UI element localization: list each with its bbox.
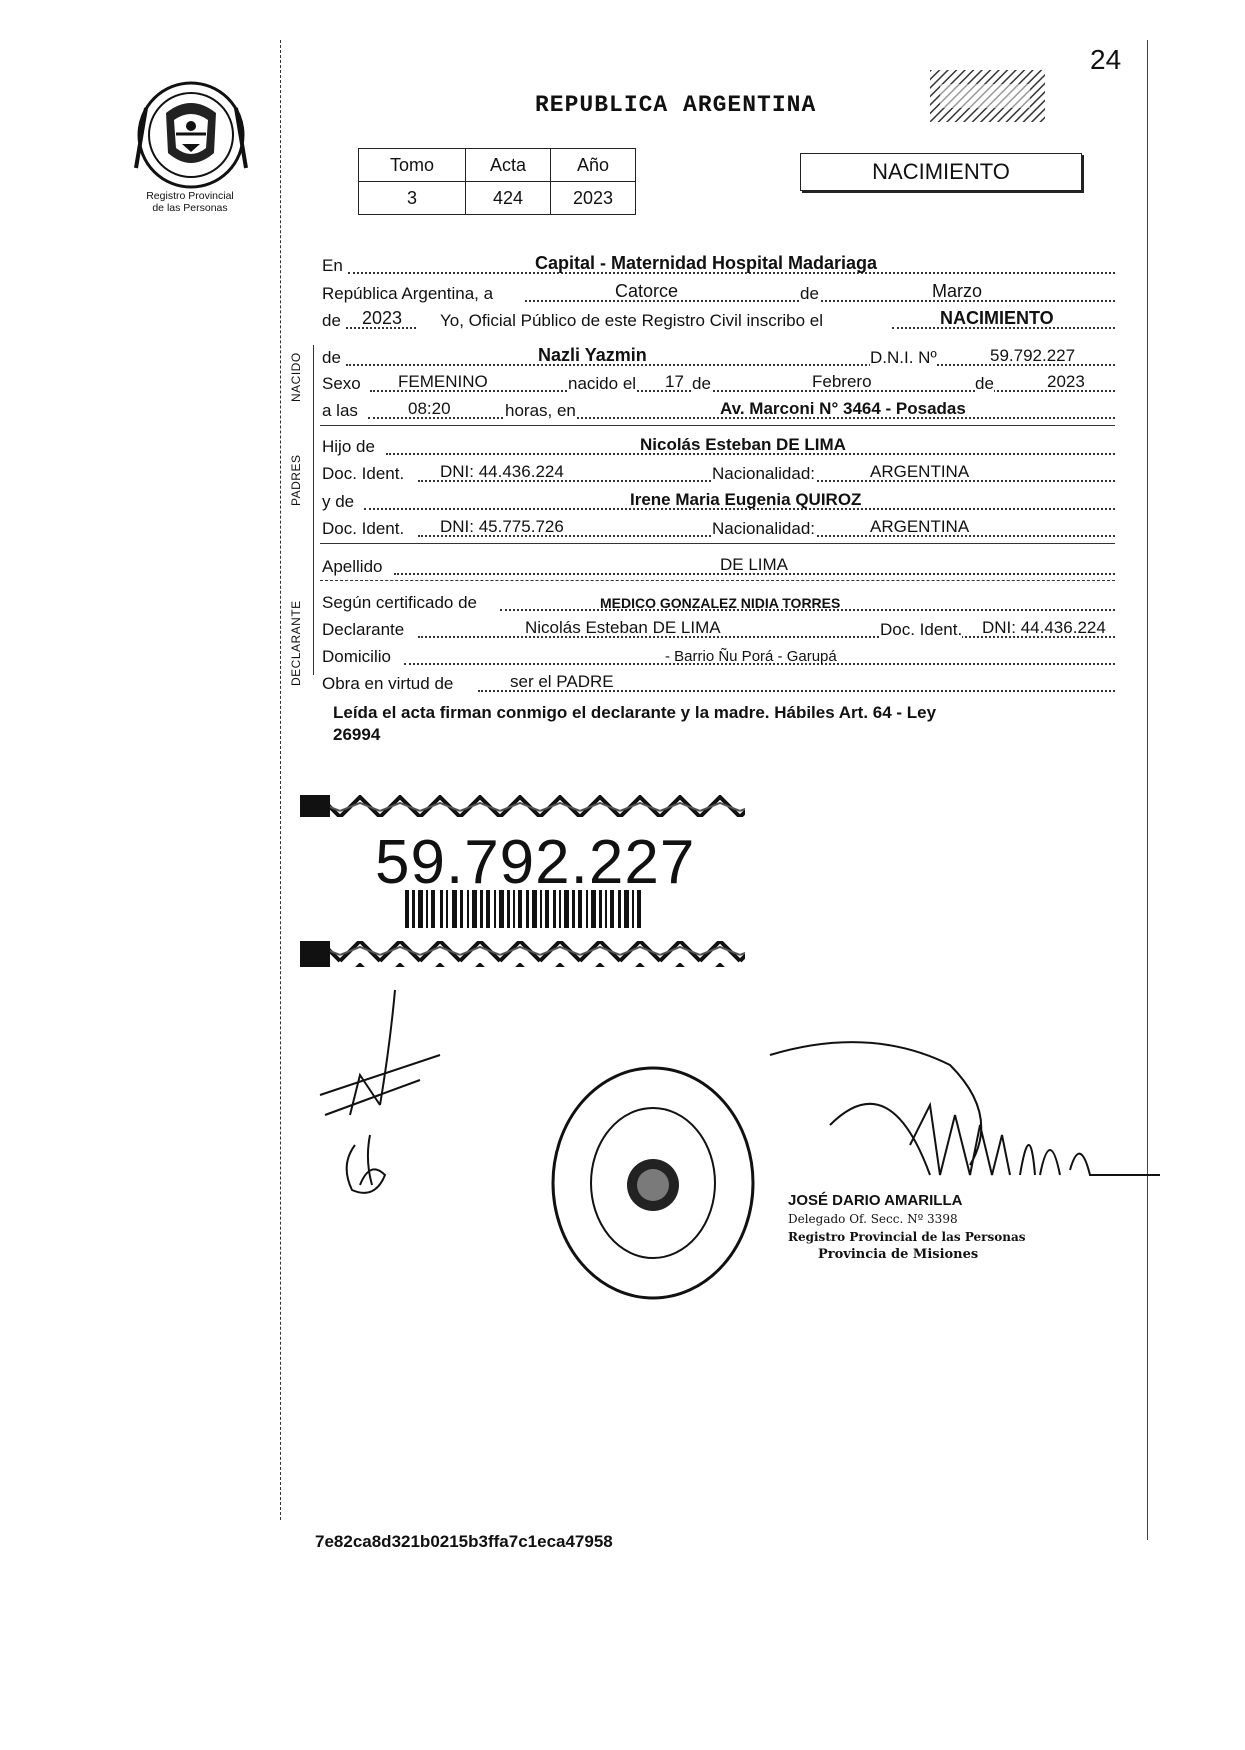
row-certificate [320, 589, 1115, 615]
label-horas-en: horas, en [505, 401, 576, 420]
label-domicilio: Domicilio [322, 647, 391, 666]
mother-nationality-value: ARGENTINA [870, 517, 970, 536]
row-father [320, 433, 1115, 459]
acta-value-acta: 424 [466, 182, 551, 215]
label-y-de: y de [322, 492, 355, 511]
section-separator [320, 425, 1115, 426]
label-apellido: Apellido [322, 557, 383, 576]
label-nacido-el: nacido el [568, 374, 637, 393]
label-de: de [322, 348, 341, 367]
day-words-value: Catorce [615, 281, 679, 301]
signer-block [788, 1192, 1026, 1264]
year-value: 2023 [362, 308, 403, 328]
father-doc-value: DNI: 44.436.224 [440, 462, 564, 481]
provincia-de-misiones-shield-icon [126, 78, 256, 193]
acta-table [358, 148, 636, 215]
handwritten-signature-declarante [300, 985, 460, 1205]
label-dni: D.N.I. Nº [870, 348, 937, 367]
birth-time-value: 08:20 [408, 399, 451, 418]
birth-year-value: 2023 [1047, 372, 1085, 391]
side-label-padres: PADRES [289, 454, 303, 506]
logo-caption-line2: de las Personas [152, 202, 228, 214]
section-separator [320, 543, 1115, 544]
father-nationality-value: ARGENTINA [870, 462, 970, 481]
signer-role: Delegado Of. Secc. Nº 3398 [788, 1212, 958, 1226]
dni-large-number: 59.792.227 [375, 828, 696, 897]
row-child-name [320, 344, 1115, 370]
label-republica: República Argentina, a [322, 284, 494, 303]
month-value: Marzo [932, 281, 983, 301]
label-de: de [322, 311, 341, 330]
dotted-line [525, 300, 1115, 302]
acta-value-tomo: 3 [359, 182, 466, 215]
label-sexo: Sexo [322, 374, 361, 393]
label-doc-ident: Doc. Ident. [322, 464, 405, 483]
birth-month-value: Febrero [812, 372, 872, 391]
label-nacionalidad: Nacionalidad: [712, 519, 816, 538]
logo-caption-line1: Registro Provincial [146, 190, 234, 202]
side-label-nacido: NACIDO [289, 352, 303, 402]
label-nacionalidad: Nacionalidad: [712, 464, 816, 483]
surname-value: DE LIMA [720, 555, 789, 574]
document-type-box: NACIMIENTO [800, 153, 1082, 191]
acta-table-value-row [359, 182, 636, 215]
official-seal [548, 1063, 758, 1303]
serial-stamp [930, 70, 1045, 122]
row-sex-birth [320, 370, 1115, 396]
place-value: Capital - Maternidad Hospital Madariaga [535, 253, 878, 273]
label-en: En [322, 256, 343, 275]
acta-header-acta: Acta [466, 149, 551, 182]
certificate-value: MEDICO GONZALEZ NIDIA TORRES [600, 595, 841, 611]
label-obra: Obra en virtud de [322, 674, 454, 693]
row-place [320, 252, 1115, 278]
label-oficial: Yo, Oficial Público de este Registro Civil inscribo el [440, 311, 823, 330]
row-surname [320, 553, 1115, 579]
row-obra [320, 670, 1115, 696]
row-date [320, 280, 1115, 306]
sex-value: FEMENINO [398, 372, 488, 391]
label-hijo-de: Hijo de [322, 437, 375, 456]
row-time-place [320, 397, 1115, 423]
closing-line-2: 26994 [333, 725, 381, 744]
event-value: NACIMIENTO [940, 308, 1054, 328]
father-name-value: Nicolás Esteban DE LIMA [640, 435, 846, 454]
obra-value: ser el PADRE [510, 672, 614, 691]
label-de: de [692, 374, 711, 393]
child-dni-value: 59.792.227 [990, 346, 1076, 365]
acta-table-header-row [359, 149, 636, 182]
row-declarante [320, 616, 1115, 642]
domicilio-value: - Barrio Ñu Porá - Garupá [665, 648, 837, 665]
closing-statement [333, 702, 1113, 746]
mother-doc-value: DNI: 45.775.726 [440, 517, 564, 536]
document-hash: 7e82ca8d321b0215b3ffa7c1eca47958 [315, 1532, 613, 1551]
label-declarante: Declarante [322, 620, 405, 639]
declarante-doc-value: DNI: 44.436.224 [982, 618, 1106, 637]
label-de: de [800, 284, 819, 303]
registro-provincial-logo [126, 78, 256, 193]
row-mother-doc [320, 515, 1115, 541]
section-bracket [313, 345, 314, 675]
left-margin-line [280, 40, 281, 1520]
label-segun-certificado: Según certificado de [322, 593, 477, 612]
birth-day-value: 17 [665, 372, 684, 391]
closing-line-1: Leída el acta firman conmigo el declarante y la madre. Hábiles Art. 64 - Ley [333, 703, 937, 722]
acta-value-anio: 2023 [551, 182, 636, 215]
signer-province: Provincia de Misiones [818, 1247, 979, 1262]
label-a-las: a las [322, 401, 358, 420]
label-doc-ident: Doc. Ident. [880, 620, 963, 639]
label-de: de [975, 374, 994, 393]
row-father-doc [320, 460, 1115, 486]
acta-header-anio: Año [551, 149, 636, 182]
logo-caption [115, 190, 265, 214]
document-title: REPUBLICA ARGENTINA [535, 92, 817, 118]
serial-stamp-pattern-icon [930, 70, 1045, 122]
declarante-value: Nicolás Esteban DE LIMA [525, 618, 721, 637]
official-seal-icon [548, 1063, 758, 1303]
row-mother [320, 488, 1115, 514]
row-oficial [320, 307, 1115, 333]
label-doc-ident: Doc. Ident. [322, 519, 405, 538]
side-label-declarante: DECLARANTE [289, 600, 303, 686]
signer-registry: Registro Provincial de las Personas [788, 1230, 1026, 1244]
section-separator [320, 580, 1115, 581]
right-margin-line [1147, 40, 1148, 1540]
page-number: 24 [1090, 44, 1122, 75]
child-name-value: Nazli Yazmin [538, 345, 647, 365]
acta-header-tomo: Tomo [359, 149, 466, 182]
signer-name: JOSÉ DARIO AMARILLA [788, 1192, 963, 1209]
birth-address-value: Av. Marconi N° 3464 - Posadas [720, 399, 966, 418]
mother-name-value: Irene Maria Eugenia QUIROZ [630, 490, 862, 509]
row-domicilio [320, 643, 1115, 669]
